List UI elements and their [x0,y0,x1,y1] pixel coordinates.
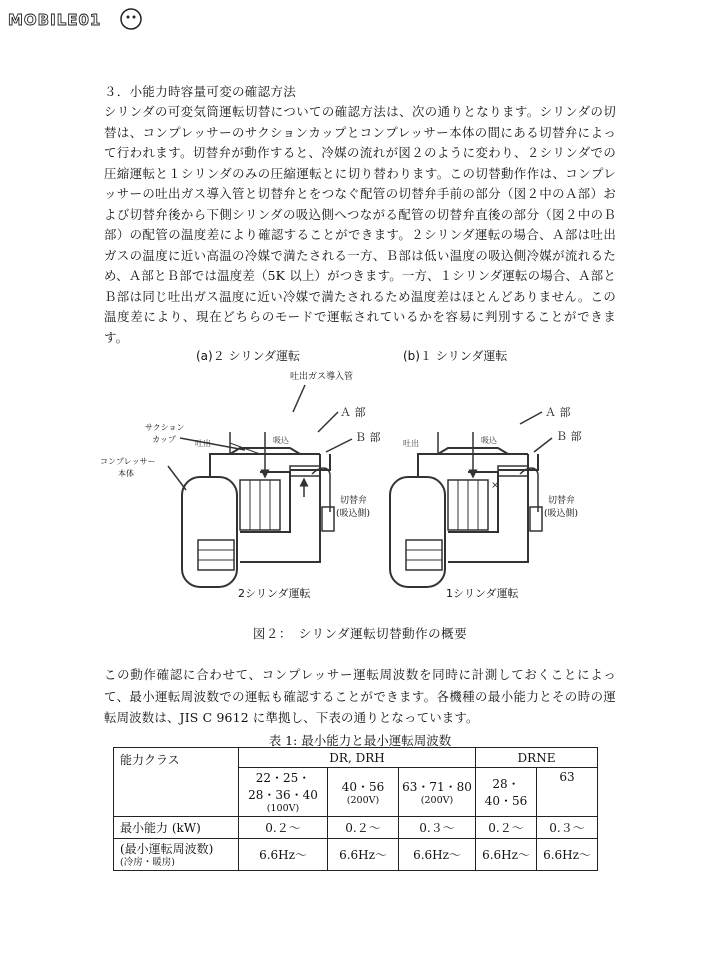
min-freq-cell: 6.6Hz～ [476,839,537,871]
section-paragraph: シリンダの可変気筒運転切替についての確認方法は、次の通りとなります。シリンダの切替は、コンプレッサーのサクションカップとコンプレッサー本体の間にある切替弁によって行われます。切替弁が動作すると、冷媒の流れが図２のように変わり、２シリンダでの圧縮運転と１シリンダのみの圧縮運転とに切り替わります。この切替動作作は、コンプレッサーの吐出ガス導入管と切替弁とをつなぐ配管の切替弁手前の部分（図２中のＡ部）および切替弁後から下側シリンダの吸込側へつながる配管の切替弁直後の部分（図２中のＢ部）の配管の温度差により確認することができます。２シリンダ運転の場合、Ａ部は吐出ガスの温度に近い高温の冷媒で満たされる一方、Ｂ部は低い温度の吸込側冷媒が流れるため、Ａ部とＢ部では温度差（5K 以上）がつきます。一方、１シリンダ運転の場合、Ａ部とＢ部は同じ吐出ガス温度に近い冷媒で満たされるため温度差はほとんどありません。この温度差により、現在どちらのモードで運転されているかを容易に判別することができます。 [104,104,616,345]
b-part-label-a: Ｂ 部 [355,431,381,444]
panel-a-drawing [182,432,334,587]
cylinder-switch-diagram [90,362,630,612]
discharge-label-a: 吐出 [195,439,211,448]
min-freq-cell: 6.6Hz～ [399,839,476,871]
logo-text: MOBILE01 [8,11,102,29]
min-cap-label: 最小能力 (kW) [114,817,239,839]
sub-caption-b: 1シリンダ運転 [446,587,519,600]
figure-caption: 図２： シリンダ運転切替動作の概要 [252,626,468,641]
col-5-header: 63 [537,768,598,817]
min-cap-cell: 0.３～ [399,817,476,839]
min-freq-label-cell [114,839,239,871]
col-2-header: 40・56 (200V) [328,768,399,817]
switch-valve-a [322,507,334,531]
section-title: ３．小能力時容量可変の確認方法 [104,84,297,99]
b-part-label-b: Ｂ 部 [556,430,582,443]
min-freq-cell: 6.6Hz～ [328,839,399,871]
col-3-header: 63・71・80 (200V) [399,768,476,817]
min-cap-cell: 0.２～ [476,817,537,839]
class-label: 能力クラス [114,748,239,817]
table-title: 表 1: 最小能力と最小運転周波数 [268,733,452,748]
svg-text:×: × [491,480,500,491]
panel-b-drawing [390,432,542,587]
min-cap-cell: 0.２～ [328,817,399,839]
min-freq-cell: 6.6Hz～ [239,839,328,871]
col-4-header: 28・ 40・56 [476,768,537,817]
group-dr-drh: DR, DRH [239,748,476,768]
compressor-label-1: コンプレッサー [100,457,156,466]
panel-b-title: (b)１ シリンダ運転 [403,349,508,363]
discharge-pipe-label: 吐出ガス導入管 [290,372,354,382]
valve-label-b-2: (吸込側) [544,509,579,519]
valve-label-b-1: 切替弁 [548,496,576,506]
col-1-header: 22・25・ 28・36・40 (100V) [239,768,328,817]
motor-a [198,540,234,570]
min-capacity-row [114,817,598,839]
min-freq-cell: 6.6Hz～ [537,839,598,871]
compressor-label-2: 本体 [118,469,134,478]
valve-label-a-2: (吸込側) [336,509,371,519]
a-part-label-b: Ａ 部 [545,406,571,419]
discharge-label-b: 吐出 [403,439,419,448]
spec-table [113,747,598,871]
min-cap-cell: 0.３～ [537,817,598,839]
group-drne: DRNE [476,748,598,768]
min-freq-label: (最小運転周波数) [120,842,214,856]
switch-valve-b [530,507,542,531]
min-freq-row [114,839,598,871]
suction-label-a: 吸込 [273,436,289,445]
sub-caption-a: 2シリンダ運転 [238,587,311,600]
min-cap-cell: 0.２～ [239,817,328,839]
valve-label-a-1: 切替弁 [340,496,368,506]
panel-a-title: (a)２ シリンダ運転 [196,349,301,363]
min-freq-note: (冷房・暖房) [120,857,175,868]
suction-cup-label-1: サクション [145,423,185,432]
suction-cup-label-2: カップ [152,435,176,444]
motor-b [406,540,442,570]
a-part-label-a: Ａ 部 [340,406,366,419]
mobile01-logo [6,4,156,34]
suction-label-b: 吸込 [481,436,497,445]
paragraph-2: この動作確認に合わせて、コンプレッサー運転周波数を同時に計測しておくことによって、最小運転周波数での運転も確認することができます。各機種の最小能力とその時の運転周波数は、JIS C 9612 に準拠し、下表の通りとなっています。 [104,667,616,725]
logo-face-icon [121,9,141,29]
